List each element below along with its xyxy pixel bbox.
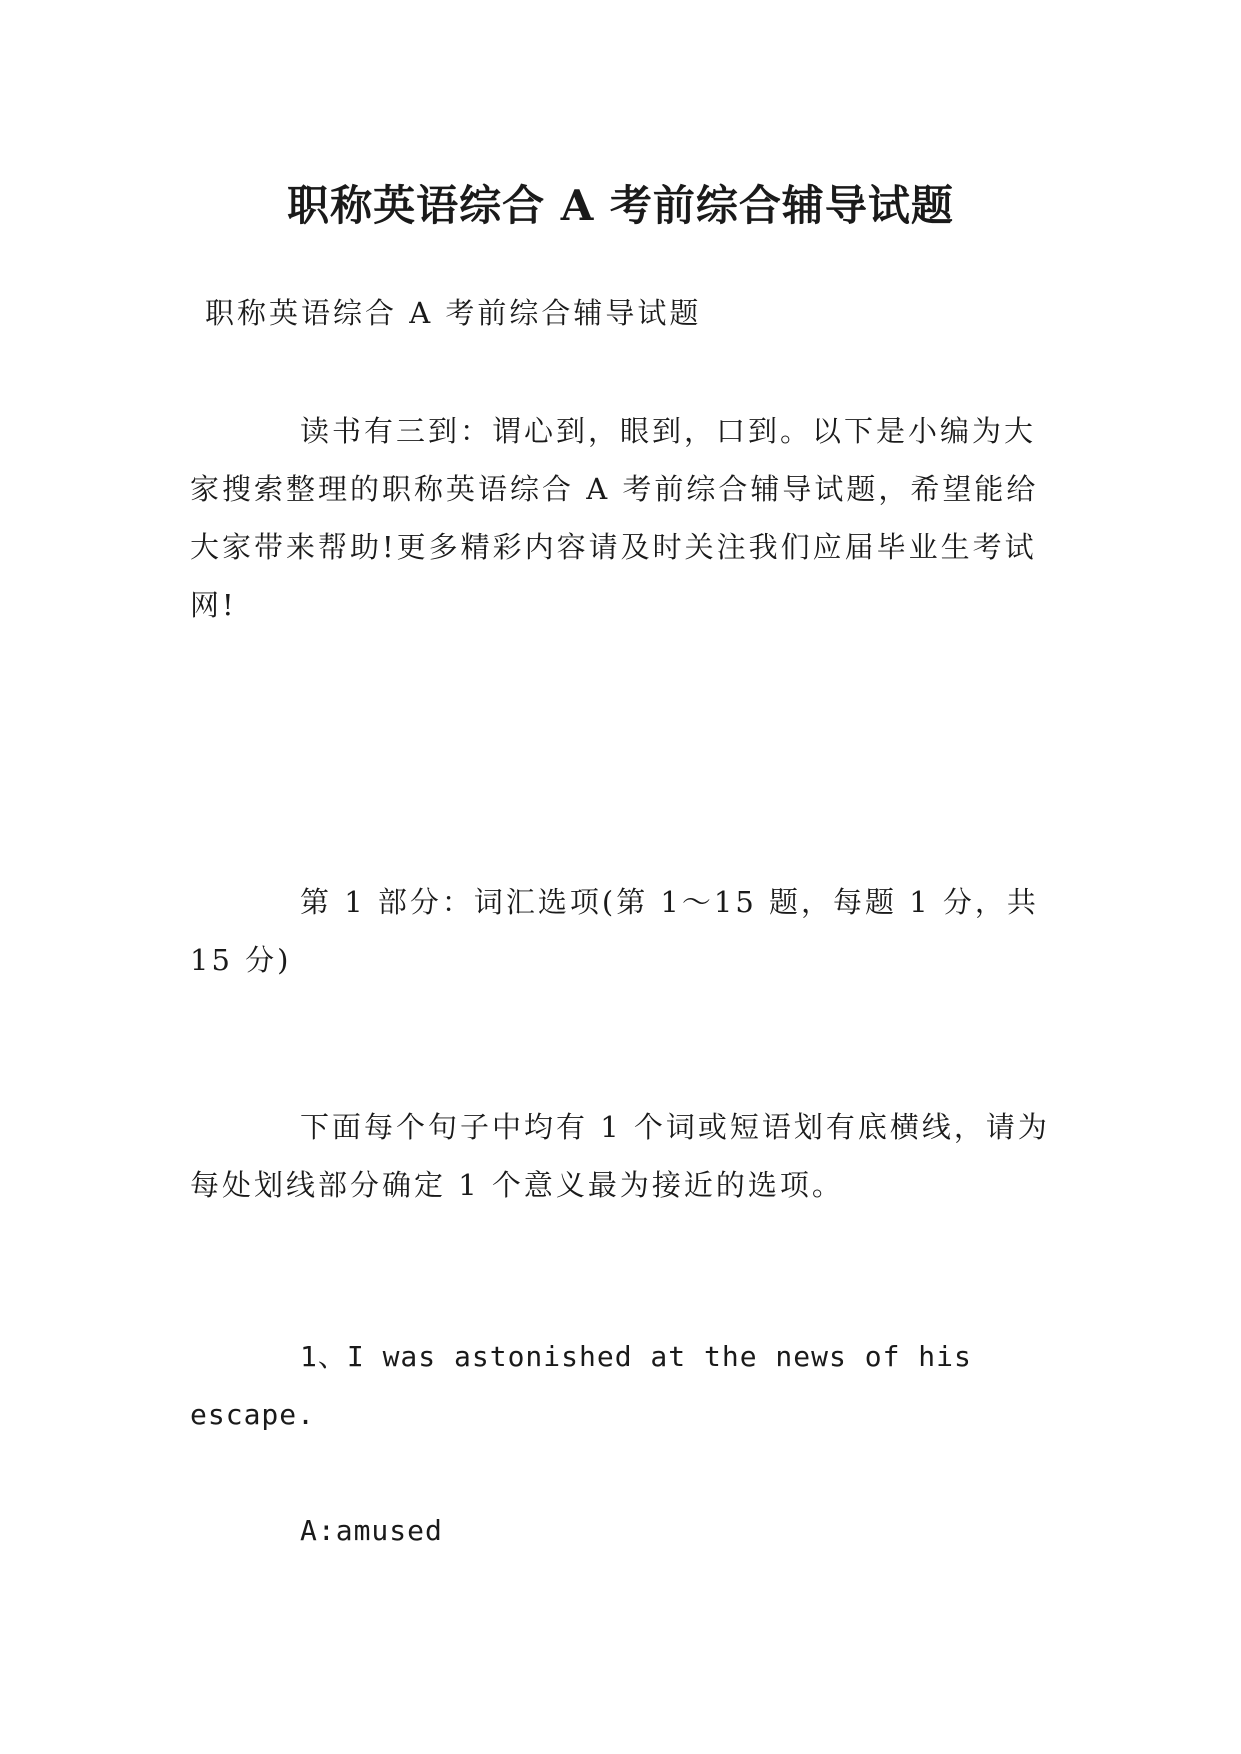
page-title: 职称英语综合 A 考前综合辅导试题 bbox=[287, 181, 954, 231]
intro-paragraph: 读书有三到：谓心到，眼到，口到。以下是小编为大家搜索整理的职称英语综合 A 考前综合辅导试题，希望能给大家带来帮助!更多精彩内容请及时关注我们应届毕业生考试网! bbox=[190, 414, 1039, 622]
question-1-option-a: A:amused bbox=[300, 1514, 443, 1547]
section-heading: 第 1 部分：词汇选项(第 1～15 题，每题 1 分，共 15 分) bbox=[190, 885, 1039, 977]
document-subtitle: 职称英语综合 A 考前综合辅导试题 bbox=[205, 296, 702, 330]
question-1: 1、I was astonished at the news of his escape. bbox=[190, 1340, 972, 1431]
instructions-paragraph: 下面每个句子中均有 1 个词或短语划有底横线，请为每处划线部分确定 1 个意义最为接近的选项。 bbox=[190, 1110, 1050, 1202]
